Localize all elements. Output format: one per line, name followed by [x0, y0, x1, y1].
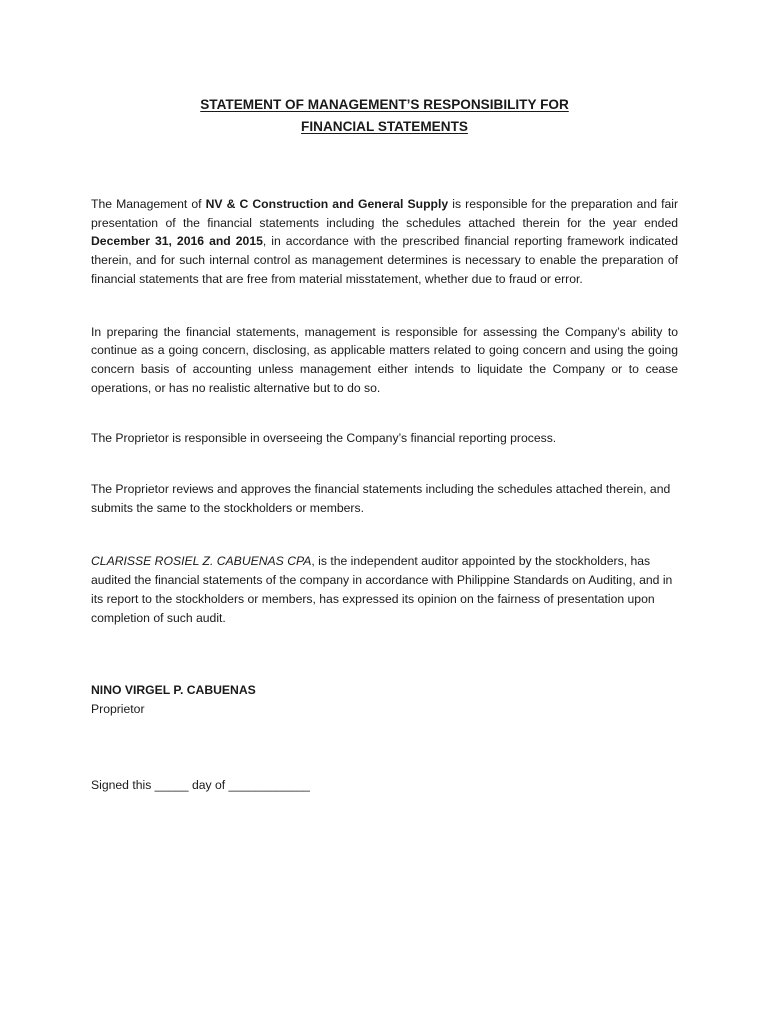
signatory-role: Proprietor: [91, 701, 145, 716]
paragraph-auditor: [91, 552, 678, 627]
company-name: NV & C Construction and General Supply: [205, 197, 449, 211]
title-line-1: STATEMENT OF MANAGEMENT’S RESPONSIBILITY FOR: [200, 97, 569, 112]
paragraph-going-concern: In preparing the financial statements, management is responsible for assessing the Company’s ability to continue as a going concern, disclosing, as applicable matters related to going concern and using the going concern basis of accounting unless management either intends to liquidate the Company or to cease operations, or has no realistic alternative but to do so.: [91, 324, 678, 395]
p1-text-c: , in accordance with the prescribed financial reporting framework indicated therein, and for such internal control as management determines is necessary to enable the preparation of financial statements that are free from material misstatement, whether due to fraud or error.: [91, 234, 678, 286]
signatory-block: [91, 681, 678, 718]
p5-text: , is the independent auditor appointed by the stockholders, has audited the financial statements of the company in accordance with Philippine Standards on Auditing, and in its report to the stockholders or members, has expressed its opinion on the fairness of presentation upon completion of such audit.: [91, 554, 673, 625]
document-title: [91, 94, 678, 138]
p1-text-b: is responsible for the preparation and fair presentation of the financial statements including the schedules attached therein for the year ended: [91, 197, 678, 230]
paragraph-proprietor-approval: The Proprietor reviews and approves the financial statements including the schedules attached therein, and submits the same to the stockholders or members.: [91, 482, 671, 515]
title-line-2: FINANCIAL STATEMENTS: [301, 119, 468, 134]
paragraph-management-responsibility: [91, 195, 678, 289]
paragraph-proprietor-oversight: The Proprietor is responsible in overseeing the Company’s financial reporting process.: [91, 431, 557, 446]
auditor-name: CLARISSE ROSIEL Z. CABUENAS CPA: [91, 554, 312, 569]
p1-text-a: The Management of: [91, 197, 206, 211]
signed-date-line: Signed this _____ day of ____________: [91, 777, 310, 792]
signatory-name: NINO VIRGEL P. CABUENAS: [91, 683, 256, 698]
reporting-dates: December 31, 2016 and 2015: [91, 234, 263, 249]
